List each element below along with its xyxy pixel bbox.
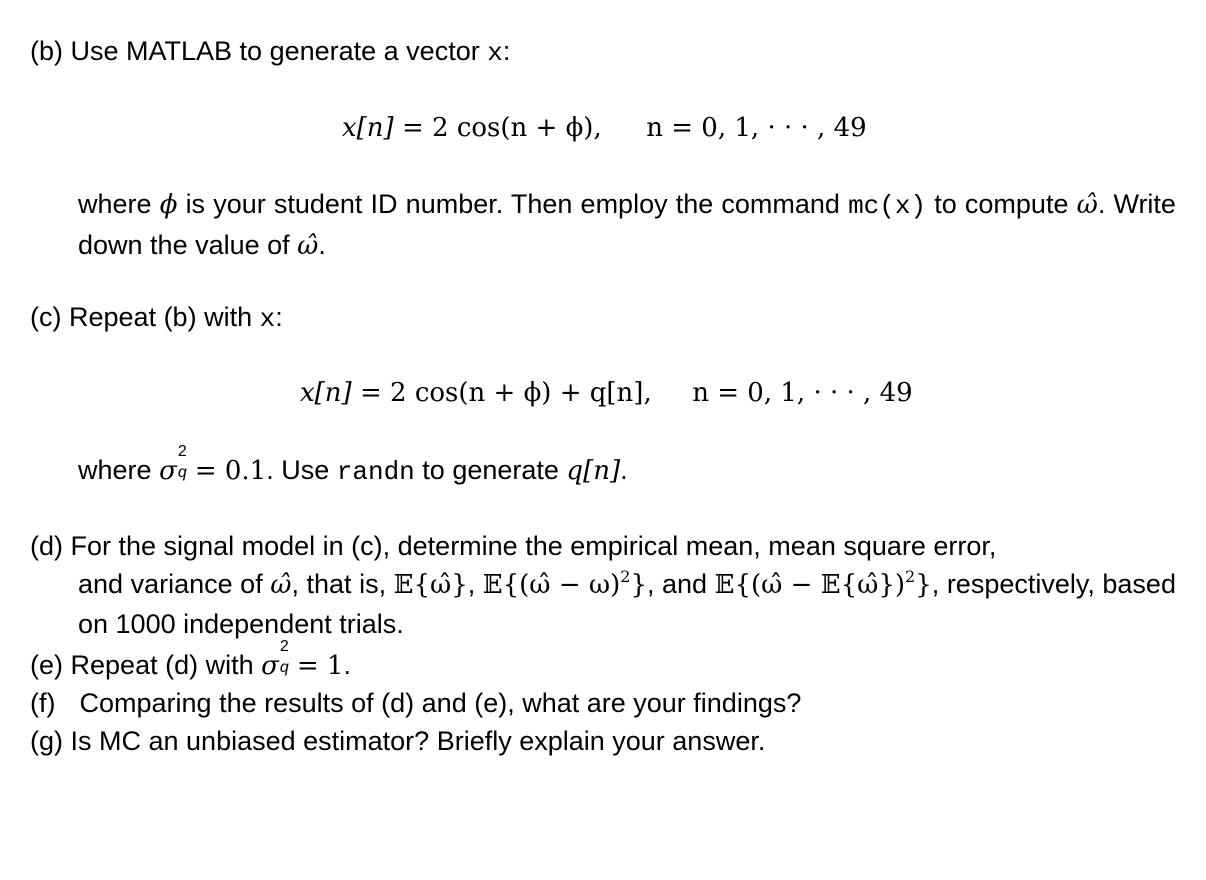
part-f-label: (f) [30, 688, 56, 718]
part-b-eq-range: n = 0, 1, · · · , 49 [646, 113, 867, 143]
part-f-heading [30, 690, 801, 717]
part-d-body: and variance of ω̂, that is, 𝔼{ω̂}, 𝔼{(ω̂ − ω)$^2$}, and 𝔼{(ω̂ − 𝔼{ω̂})$^2$}, respectively, based on 1000 independent trials. [78, 567, 1176, 639]
part-c-to-generate: to generate [422, 455, 559, 485]
qn-symbol: q[n] [566, 456, 621, 486]
part-c-equation [300, 380, 913, 406]
part-b-intro: Use MATLAB to generate a vector [70, 36, 480, 66]
sigma-sub: q [279, 659, 289, 676]
part-b-equation [342, 115, 867, 141]
part-d-line3: respectively, based on 1000 independent trials. [78, 569, 1176, 639]
randn-command: randn [336, 457, 415, 487]
part-g-text: Is MC an unbiased estimator? Briefly explain your answer. [70, 726, 766, 756]
expectation-symbol: 𝔼 [714, 570, 735, 600]
part-c-use: . Use [266, 455, 330, 485]
part-c-period: . [620, 455, 628, 485]
part-c-vector-symbol: x [259, 304, 276, 334]
expectation-symbol: 𝔼 [820, 570, 841, 600]
sigma-symbol: σ [261, 651, 279, 681]
sigma-value: = 1 [296, 651, 344, 681]
expectation-symbol: 𝔼 [482, 570, 503, 600]
part-b-desc2: . Write down the value of [78, 189, 1176, 260]
mse-expression: 𝔼{(ω̂ − ω)$^2$} [482, 567, 647, 600]
part-b-period: . [318, 230, 326, 260]
part-b-desc1: is your student ID number. Then employ the command [185, 189, 840, 219]
part-c-intro: Repeat (b) with [69, 302, 253, 332]
omega-hat-symbol: ω̂ [1076, 190, 1098, 220]
sigma-symbol: σ [159, 456, 177, 486]
variance-expression: 𝔼{(ω̂ − 𝔼{ω̂})$^2$} [714, 567, 932, 600]
expectation-symbol: 𝔼 [393, 570, 414, 600]
part-c-colon: : [275, 302, 283, 332]
part-c-eq-range: n = 0, 1, · · · , 49 [692, 378, 913, 408]
part-b-label: (b) [30, 36, 63, 66]
sigma-sup: 2 [177, 443, 187, 460]
omega-hat-symbol: ω̂ [270, 570, 292, 600]
part-f-text: Comparing the results of (d) and (e), what are your findings? [79, 688, 802, 718]
part-d-comma: , [931, 569, 940, 599]
part-g-label: (g) [30, 726, 63, 756]
part-c-heading [30, 304, 283, 332]
part-d-that-is: , that is, [291, 569, 387, 599]
phi-symbol: ϕ [159, 190, 178, 220]
part-c-where: where [78, 455, 152, 485]
part-b-to: to [934, 189, 957, 219]
part-e-label: (e) [30, 650, 63, 680]
omega-hat-symbol: ω̂ [297, 231, 319, 261]
mc-command: mc(x) [848, 191, 927, 221]
part-c-label: (c) [30, 302, 62, 332]
part-b-eq-lhs: x[n] [342, 113, 394, 143]
part-b-colon: : [502, 36, 511, 66]
part-e-intro: Repeat (d) with [70, 650, 254, 680]
part-e-period: . [343, 650, 351, 680]
part-c-eq-lhs: x[n] [300, 378, 352, 408]
part-c-where-line [78, 443, 628, 487]
part-b-heading [30, 38, 510, 66]
sigma-value: = 0.1 [194, 456, 267, 486]
part-b-eq-rhs: = 2 cos(n + ϕ), [401, 113, 602, 143]
part-d-and-variance-of: and variance of [78, 569, 263, 599]
part-b-description [78, 185, 1176, 266]
part-g-heading [30, 728, 765, 755]
sigma-sup: 2 [279, 638, 289, 655]
part-b-where: where [78, 189, 152, 219]
part-b-compute: compute [964, 189, 1069, 219]
part-e-heading [30, 638, 351, 681]
part-c-eq-rhs: = 2 cos(n + ϕ) + q[n], [359, 378, 652, 408]
part-d-label: (d) [30, 531, 63, 561]
part-b-vector-symbol: x [487, 38, 503, 68]
mean-expression: 𝔼{ω̂} [393, 570, 468, 600]
part-d-heading [30, 533, 996, 560]
part-d-and: , and [646, 569, 708, 599]
sigma-sub: q [177, 464, 187, 481]
part-d-line1: For the signal model in (c), determine the empirical mean, mean square error, [70, 531, 997, 561]
